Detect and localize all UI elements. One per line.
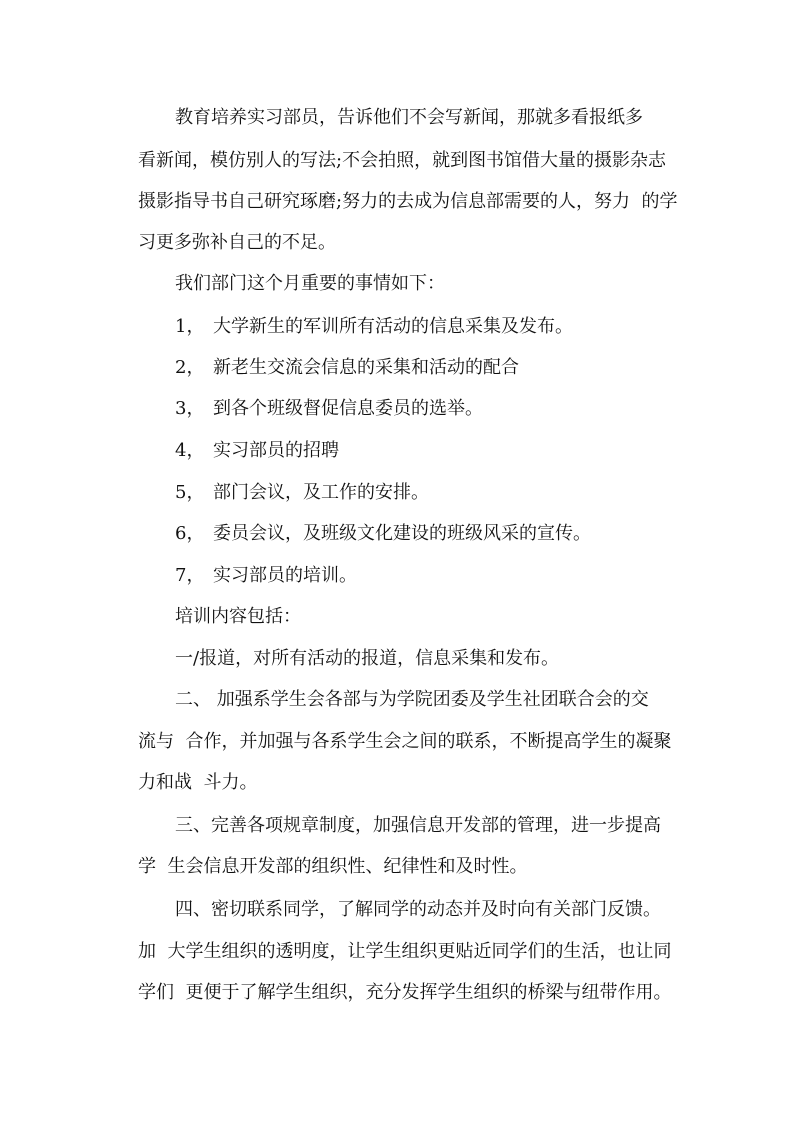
task-text: 新老生交流会信息的采集和活动的配合 [213, 357, 519, 378]
paragraph-line: 看新闻，模仿别人的写法;不会拍照，就到图书馆借大量的摄影杂志 [138, 150, 667, 171]
paragraph-line: 加 大学生组织的透明度，让学生组织更贴近同学们的生活，也让同 [138, 941, 672, 962]
paragraph-line: 教育培养实习部员，告诉他们不会写新闻，那就多看报纸多 [175, 107, 643, 128]
task-text: 部门会议，及工作的安排。 [213, 482, 429, 503]
paragraph-line: 学 生会信息开发部的组织性、纪律性和及时性。 [138, 856, 528, 877]
task-number: 2， [175, 357, 205, 378]
task-text: 委员会议，及班级文化建设的班级风采的宣传。 [213, 523, 591, 544]
task-number: 1， [175, 316, 205, 337]
task-number: 3， [175, 398, 205, 419]
paragraph-line: 学们 更便于了解学生组织，充分发挥学生组织的桥梁与纽带作用。 [138, 982, 672, 1003]
paragraph-line: 三、完善各项规章制度，加强信息开发部的管理，进一步提高 [175, 815, 661, 836]
training-heading: 培训内容包括： [175, 606, 301, 627]
paragraph-line: 二、 加强系学生会各部与为学院团委及学生社团联合会的交 [175, 689, 649, 710]
paragraph-line: 摄影指导书自己研究琢磨;努力的去成为信息部需要的人，努力 的学 [138, 191, 678, 212]
task-text: 大学新生的军训所有活动的信息采集及发布。 [213, 316, 573, 337]
paragraph-line: 流与 合作，并加强与各系学生会之间的联系，不断提高学生的凝聚 [138, 731, 672, 752]
task-text: 实习部员的培训。 [213, 565, 357, 586]
intro-text: 我们部门这个月重要的事情如下： [175, 273, 445, 294]
task-number: 4， [175, 440, 205, 461]
task-number: 7， [175, 565, 205, 586]
task-number: 6， [175, 523, 205, 544]
task-text: 实习部员的招聘 [213, 440, 339, 461]
paragraph-line: 四、密切联系同学，了解同学的动态并及时向有关部门反馈。 [175, 899, 661, 920]
training-item: 一/报道，对所有活动的报道，信息采集和发布。 [175, 648, 560, 669]
task-number: 5， [175, 482, 205, 503]
paragraph-line: 习更多弥补自己的不足。 [138, 232, 336, 253]
paragraph-line: 力和战 斗力。 [138, 772, 258, 793]
task-text: 到各个班级督促信息委员的选举。 [213, 398, 483, 419]
